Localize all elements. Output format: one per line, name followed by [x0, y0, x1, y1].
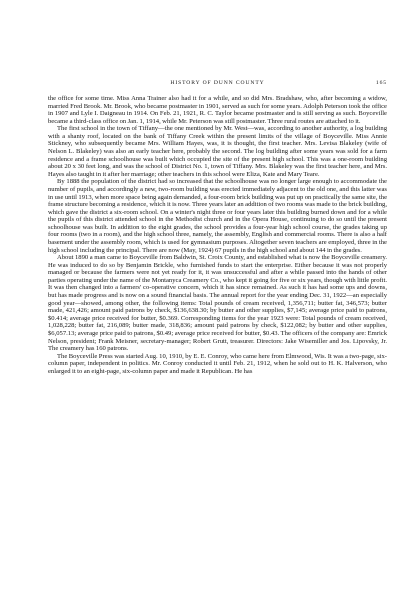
paragraph-creamery: About 1890 a man came to Boyceville from Baldwin, St. Croix County, and established what is now the Boyceville creamery. He was induced to do so by Benjamin Brickle, who furnished funds to start the enterprise. Either because it was not properly managed or because the farmers were not yet ready for it, it was unsuccessful and after a while passed into the hands of other parties operating under the name of the Montanyca Creamery Co., who kept it going for five or six years, though with little profit. It was then changed into a farmers' co-operative concern, which it has since remained. As such it has had some ups and downs, but has made progress and is now on a sound financial basis. The annual report for the year ending Dec. 31, 1922—an especially good year—showed, among other, the following items: Total pounds of cream received, 1,356,711; butter fat, 346,573; butter made, 421,426; amount paid patrons by check, $136,638.30; by butter and other supplies, $7,145; average price paid to patrons, $0.414; average price received for butter, $0.369. Corresponding items for the year 1923 were: Total pounds of cream received, 1,028,228; butter fat, 216,089; butter made, 318,836; amount paid patrons by check, $122,082; by butter and other supplies, $6,057.13; average price paid to patrons, $0.49; average price received for butter, $0.43. The officers of the company are: Emrick Nelson, president; Frank Meisner, secretary-manager; Robert Grutt, treasurer. Directors: Jake Wisemiller and Jos. Lipovsky, Jr. The creamery has 160 patrons. — [48, 254, 387, 353]
paragraph-boyceville-press: The Boyceville Press was started Aug. 10, 1910, by E. E. Conroy, who came here from Elmwood, Wis. It was a two-page, six-column paper, independent in politics. Mr. Conroy conducted it until Feb. 21, 1912, when he sold out to H. K. Halverson, who enlarged it to an eight-page, six-column paper and made it Republican. He has — [48, 352, 387, 375]
running-head — [48, 80, 387, 90]
paragraph-post-office: the office for some time. Miss Anna Trainer also had it for a while, and so did Mrs. Bradshaw, who, after becoming a widow, married Fred Brook. Mr. Brook, who became postmaster in 1901, served as such for some years. Adolph Peterson took the office in 1907 and Lyle I. Daigneau in 1914. On Feb. 21, 1921, R. C. Taylor became postmaster and is still serving as such. Boyceville became a third-class office on Jan. 1, 1914, while Mr. Peterson was still postmaster. Three rural routes are attached to it. — [48, 95, 387, 125]
paragraph-school-growth: By 1888 the population of the district had so increased that the schoolhouse was no longer large enough to accommodate the number of pupils, and accordingly a new, two-room building was erected immediately adjacent to the old one, and this latter was in use until 1913, when more space being again demanded, a four-room brick building was put up on practically the same site, the frame structure becoming a residence, which it is now. Three years later an addition of two rooms was made to the brick building, which gave the district a six-room school. On a winter's night three or four years later this building burned down and for a while the pupils of this district attended school in the Methodist church and in the Opera House, continuing to do so until the present schoolhouse was built. In addition to the eight grades, the school provides a four-year high school course, the grades taking up four rooms (two in a room), and the high school three, namely, the assembly, English and commercial rooms. There is also a half basement under the assembly room, which is used for gymnasium purposes. Altogether seven teachers are employed, three in the high school including the principal. There are now (May, 1924) 67 pupils in the high school and about 144 in the grades. — [48, 178, 387, 254]
paragraph-first-school: The first school in the town of Tiffany—the one mentioned by Mr. West—was, according to another authority, a log building with a shanty roof, located on the bank of Tiffany Creek within the present limits of the village of Boyceville. Miss Annie Stickney, who subsequently became Mrs. William Hayes, was, it is thought, the first teacher. Mrs. Levisa Blakeley (wife of Nelson L. Blakeley) was also an early teacher here, probably the second. The log building after some years was sold for a farm residence and a frame schoolhouse was built which occupied the site of the present high school. This was a one-room building about 20 x 30 feet long, and was the school of District No. 1, town of Tiffany. Mrs. Blakeley was the first teacher here, and Mrs. Hayes also taught in it after her marriage; other teachers in this school were Eliza, Kate and Mary Teare. — [48, 125, 387, 178]
page-body — [48, 95, 387, 375]
page-number: 165 — [375, 80, 387, 86]
running-title: HISTORY OF DUNN COUNTY — [170, 80, 265, 86]
